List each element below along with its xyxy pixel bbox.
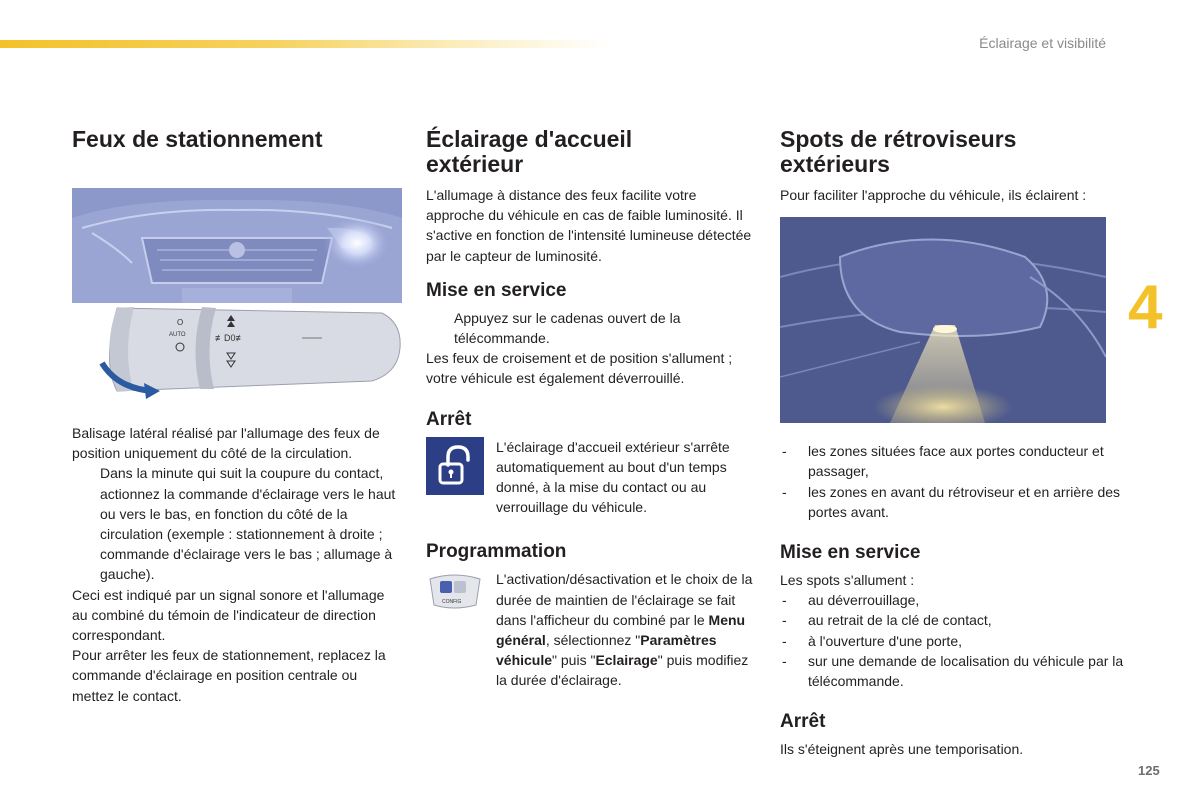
stalk-label-auto: AUTO xyxy=(169,332,186,338)
activation-result-text: Les feux de croisement et de position s'allument ; votre véhicule est également déverrouillé. xyxy=(426,350,733,387)
subtitle-activation-spots: Mise en service xyxy=(780,542,921,564)
subtitle-activation: Mise en service xyxy=(426,279,567,301)
parking-lights-signal-text: Ceci est indiqué par un signal sonore et l'allumage au combiné du témoin de l'indicateur de direction correspondant. xyxy=(72,586,385,644)
welcome-lighting-intro: L'allumage à distance des feux facilite votre approche du véhicule en cas de faible luminosité. Il s'active en fonction de l'intensité lumineuse détectée par le capteur de luminosité. xyxy=(426,187,752,264)
chapter-title: Éclairage et visibilité xyxy=(979,35,1106,51)
mirror-spots-zones xyxy=(780,441,1125,522)
lighting-stalk-illustration xyxy=(72,303,402,403)
column-welcome-lighting xyxy=(426,127,756,691)
programming-block xyxy=(426,569,756,690)
activation-instruction: Appuyez sur le cadenas ouvert de la télécommande. xyxy=(454,309,681,347)
spots-activation-intro: Les spots s'allument : xyxy=(780,572,915,589)
steering-wheel-controls-icon xyxy=(426,571,484,611)
zone-item: - les zones situées face aux portes conducteur et passager, xyxy=(782,443,1104,480)
list-item: - sur une demande de localisation du véhicule par la télécommande. xyxy=(782,652,1124,690)
stalk-label-off: O xyxy=(177,318,184,327)
subtitle-stop-spots: Arrêt xyxy=(780,711,826,733)
stop-block xyxy=(426,437,756,518)
parking-lights-intro: Balisage latéral réalisé par l'allumage des feux de position uniquement du côté de la circulation. xyxy=(72,425,380,462)
zone-item: - les zones en avant du rétroviseur et en arrière des portes avant. xyxy=(782,483,1121,520)
unlock-padlock-icon xyxy=(426,437,484,495)
mirror-spots-intro: Pour faciliter l'approche du véhicule, ils éclairent : xyxy=(780,187,1087,203)
spots-activation-list xyxy=(780,590,1125,691)
car-front-illustration xyxy=(72,188,402,303)
config-label: CONFIG xyxy=(442,599,462,606)
list-item: - à l'ouverture d'une porte, xyxy=(782,632,962,649)
column-mirror-spots xyxy=(780,127,1125,759)
header-accent-bar xyxy=(0,40,610,48)
spots-stop-text: Ils s'éteignent après une temporisation. xyxy=(780,741,1024,758)
subtitle-programming: Programmation xyxy=(426,541,567,563)
section-title-welcome-lighting: Éclairage d'accueil extérieur xyxy=(426,126,633,177)
list-item: - au déverrouillage, xyxy=(782,592,920,609)
page-number: 125 xyxy=(1138,763,1160,778)
column-parking-lights xyxy=(72,127,402,706)
svg-text:≢D0≢: ≢D0≢ xyxy=(215,333,245,343)
subtitle-stop: Arrêt xyxy=(426,408,472,430)
stop-text: L'éclairage d'accueil extérieur s'arrête automatiquement au bout d'un temps donné, à la mise du contact ou au verrouillage du véhicule. xyxy=(496,438,730,516)
section-title-mirror-spots: Spots de rétroviseurs extérieurs xyxy=(780,126,1017,177)
chapter-number: 4 xyxy=(1128,273,1163,342)
parking-lights-instruction: Dans la minute qui suit la coupure du contact, actionnez la commande d'éclairage vers le haut ou vers le bas, en fonction du côté de la circulation (exemple : stationnement à droite ; commande d'éclairage vers le bas ; allumage à gauche). xyxy=(100,465,396,583)
list-item: - au retrait de la clé de contact, xyxy=(782,612,992,629)
mirror-spot-illustration xyxy=(780,217,1106,423)
programming-text: L'activation/désactivation et le choix de la durée de maintien de l'éclairage se fait dans l'afficheur du combiné par le Menu général, sélectionnez "Paramètres véhicule" puis "Eclairage" puis modifiez la durée d'éclairage. xyxy=(496,571,753,689)
section-title-parking-lights: Feux de stationnement xyxy=(72,126,323,152)
parking-lights-stop-text: Pour arrêter les feux de stationnement, replacez la commande d'éclairage en position centrale ou mettez le contact. xyxy=(72,647,386,704)
